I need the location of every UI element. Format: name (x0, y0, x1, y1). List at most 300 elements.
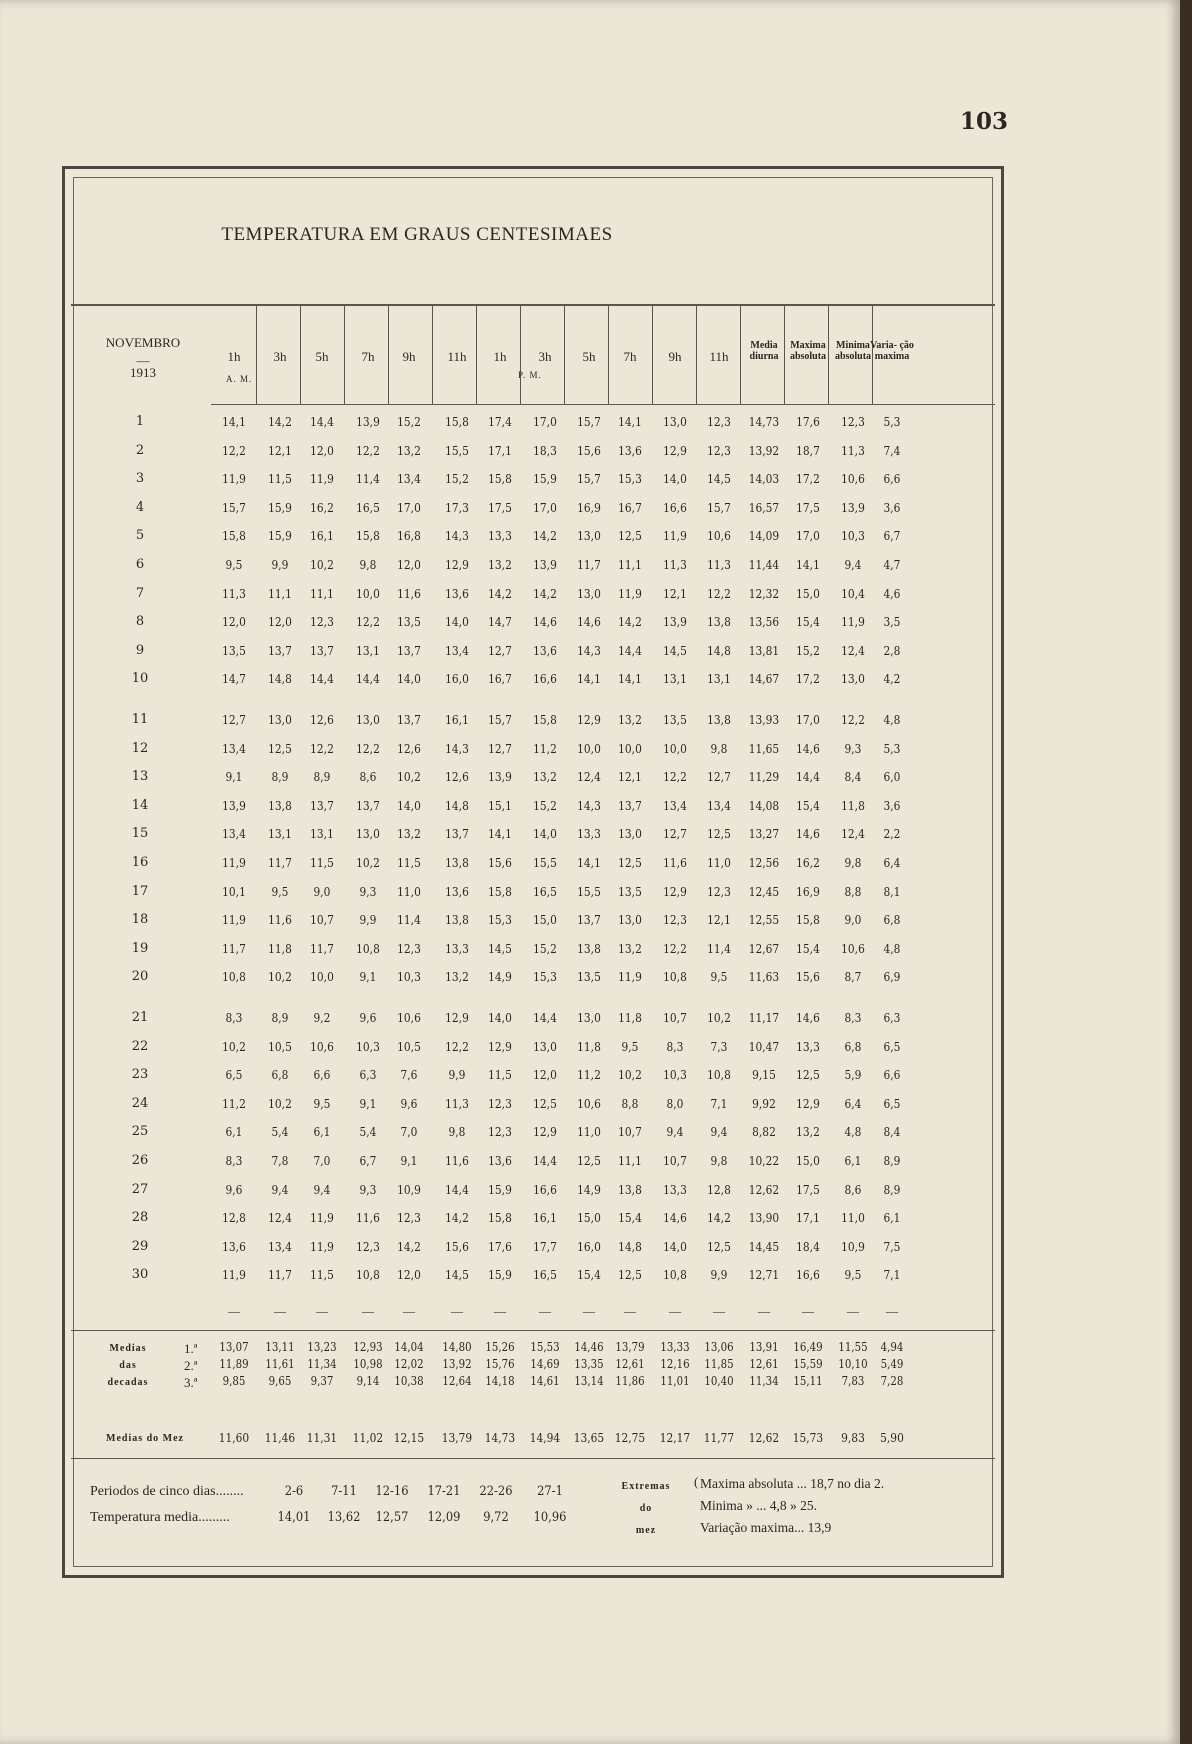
table-cell: 15,4 (796, 940, 820, 956)
decade-mean-cell: 5,49 (880, 1357, 904, 1371)
table-cell: 10,8 (356, 1267, 380, 1283)
period-range: 17-21 (427, 1484, 461, 1499)
decade-mean-cell: 11,34 (749, 1374, 779, 1388)
day-number: 21 (131, 1010, 149, 1025)
table-cell: 15,4 (796, 797, 820, 813)
table-cell: 13,0 (618, 912, 642, 928)
period-mean-temperature: 12,09 (427, 1510, 461, 1525)
table-cell: 8,3 (844, 1010, 862, 1025)
decade-mean-cell: 13,35 (574, 1357, 604, 1371)
stat-header: Media diurna (749, 340, 779, 362)
decade-mean-cell: 13,91 (749, 1340, 779, 1354)
table-cell: 11,4 (397, 912, 421, 928)
table-cell: 6,3 (883, 1010, 901, 1025)
table-cell: 15,4 (796, 614, 820, 630)
table-cell: 6,5 (883, 1038, 901, 1054)
table-cell: 13,8 (707, 712, 731, 727)
table-cell: 3,6 (883, 499, 901, 515)
table-cell: 14,5 (488, 940, 512, 956)
table-cell: 11,63 (748, 969, 780, 985)
table-cell: 9,1 (400, 1153, 418, 1168)
table-cell: 13,2 (796, 1124, 820, 1140)
decade-mean-cell: 11,55 (838, 1340, 868, 1354)
table-cell: 11,2 (577, 1067, 601, 1083)
table-cell: 9,8 (448, 1124, 466, 1140)
table-cell: 10,0 (356, 585, 380, 601)
table-cell: 13,0 (577, 1010, 601, 1025)
table-cell: 13,5 (222, 642, 246, 658)
table-cell: 12,3 (397, 1210, 421, 1226)
table-cell: 14,2 (397, 1238, 421, 1254)
table-cell: 14,0 (663, 1238, 687, 1254)
column-divider (652, 304, 653, 404)
table-cell: 7,1 (710, 1095, 728, 1111)
table-cell: 12,8 (707, 1181, 731, 1197)
day-number: 5 (135, 528, 145, 544)
table-cell: 14,5 (707, 471, 731, 487)
table-cell: 9,8 (359, 557, 377, 572)
column-divider (520, 304, 521, 404)
decade-mean-cell: 14,46 (574, 1340, 604, 1354)
table-cell: 14,1 (577, 671, 601, 687)
column-divider (300, 304, 301, 404)
table-cell: 13,3 (796, 1038, 820, 1054)
table-cell: 17,1 (796, 1210, 820, 1226)
day-number: 11 (131, 712, 149, 727)
table-cell: 11,9 (663, 528, 687, 544)
table-cell: 14,08 (748, 797, 780, 813)
table-cell: 14,4 (310, 671, 334, 687)
decade-mean-cell: 16,49 (793, 1340, 823, 1354)
decade-mean-cell: 13,06 (704, 1340, 734, 1354)
table-cell: 12,7 (222, 712, 246, 727)
table-cell: 13,6 (445, 883, 469, 899)
table-cell: 13,81 (748, 642, 780, 658)
table-cell: 16,1 (533, 1210, 557, 1226)
table-cell: 13,1 (268, 826, 292, 842)
decade-mean-cell: 13,23 (307, 1340, 337, 1354)
table-cell: 15,0 (577, 1210, 601, 1226)
table-cell: 13,0 (356, 826, 380, 842)
table-cell: 12,2 (310, 740, 334, 756)
table-cell: 16,6 (663, 499, 687, 515)
table-cell: 4,6 (883, 585, 901, 601)
table-cell: 12,5 (618, 1267, 642, 1283)
table-cell: 9,4 (710, 1124, 728, 1140)
column-end-dash: — (494, 1304, 506, 1318)
decade-mean-cell: 12,16 (660, 1357, 690, 1371)
table-cell: 6,6 (883, 1067, 901, 1083)
table-cell: 13,0 (663, 414, 687, 429)
table-cell: 10,5 (268, 1038, 292, 1054)
table-cell: 11,5 (397, 855, 421, 870)
table-cell: 14,6 (577, 614, 601, 630)
day-number: 24 (131, 1095, 149, 1111)
table-cell: 15,8 (488, 471, 512, 487)
day-number: 6 (135, 557, 145, 572)
decade-mean-cell: 9,85 (222, 1374, 246, 1388)
month-mean-cell: 12,62 (748, 1430, 780, 1445)
decade-mean-cell: 14,04 (394, 1340, 424, 1354)
table-cell: 12,1 (618, 769, 642, 785)
table-cell: 14,4 (618, 642, 642, 658)
table-cell: 13,5 (663, 712, 687, 727)
month-label: NOVEMBRO (105, 335, 181, 350)
table-cell: 15,8 (533, 712, 557, 727)
table-cell: 11,7 (222, 940, 246, 956)
table-cell: 12,9 (796, 1095, 820, 1111)
table-cell: 8,0 (666, 1095, 684, 1111)
decade-mean-cell: 15,76 (485, 1357, 515, 1371)
table-cell: 13,3 (577, 826, 601, 842)
table-cell: 11,5 (310, 855, 334, 870)
table-cell: 10,2 (222, 1038, 246, 1054)
decade-mean-cell: 12,64 (442, 1374, 472, 1388)
table-cell: 8,9 (883, 1181, 901, 1197)
table-cell: 15,4 (618, 1210, 642, 1226)
table-cell: 13,8 (445, 912, 469, 928)
table-cell: 10,0 (618, 740, 642, 756)
table-cell: 16,5 (356, 499, 380, 515)
table-cell: 14,9 (488, 969, 512, 985)
table-cell: 17,5 (488, 499, 512, 515)
table-cell: 6,5 (883, 1095, 901, 1111)
table-cell: 13,0 (577, 528, 601, 544)
table-cell: 12,71 (748, 1267, 780, 1283)
table-cell: 14,2 (488, 585, 512, 601)
decade-brace-marks: 1.ª 2.ª 3.ª (184, 1341, 198, 1390)
table-cell: 10,0 (577, 740, 601, 756)
table-cell: 11,9 (310, 471, 334, 487)
month-mean-cell: 9,83 (841, 1430, 865, 1445)
table-cell: 11,1 (618, 557, 642, 572)
column-end-dash: — (886, 1304, 898, 1318)
decade-mean-cell: 14,69 (530, 1357, 560, 1371)
table-cell: 11,6 (268, 912, 292, 928)
table-cell: 12,9 (488, 1038, 512, 1054)
table-cell: 13,9 (841, 499, 865, 515)
table-cell: 11,1 (268, 585, 292, 601)
decade-mean-cell: 13,92 (442, 1357, 472, 1371)
table-cell: 3,5 (883, 614, 901, 630)
table-cell: 9,6 (225, 1181, 243, 1197)
table-cell: 12,1 (663, 585, 687, 601)
stat-header: Maxima absoluta (789, 340, 827, 362)
table-cell: 11,0 (841, 1210, 865, 1226)
table-cell: 13,5 (397, 614, 421, 630)
table-cell: 13,92 (748, 442, 780, 458)
table-cell: 12,7 (707, 769, 731, 785)
table-cell: 2,2 (883, 826, 901, 842)
day-number: 29 (131, 1238, 149, 1254)
table-cell: 5,3 (883, 740, 901, 756)
hour-header: 9h (668, 349, 682, 364)
table-cell: 11,7 (577, 557, 601, 572)
table-cell: 13,2 (533, 769, 557, 785)
table-cell: 14,6 (796, 1010, 820, 1025)
table-cell: 11,9 (841, 614, 865, 630)
day-number: 2 (135, 442, 145, 458)
table-cell: 7,1 (883, 1267, 901, 1283)
table-cell: 12,1 (707, 912, 731, 928)
table-cell: 14,2 (268, 414, 292, 429)
table-cell: 10,7 (618, 1124, 642, 1140)
table-cell: 14,4 (356, 671, 380, 687)
table-cell: 4,8 (844, 1124, 862, 1140)
column-end-dash: — (228, 1304, 240, 1318)
table-cell: 15,8 (488, 1210, 512, 1226)
extremes-brace: ( (694, 1474, 699, 1489)
header-bottom-rule (211, 404, 995, 405)
table-cell: 12,2 (445, 1038, 469, 1054)
table-cell: 13,8 (268, 797, 292, 813)
day-number: 22 (131, 1038, 149, 1054)
column-divider (432, 304, 433, 404)
table-cell: 11,8 (618, 1010, 642, 1025)
table-cell: 16,1 (310, 528, 334, 544)
table-cell: 14,09 (748, 528, 780, 544)
table-cell: 9,0 (844, 912, 862, 928)
table-cell: 17,1 (488, 442, 512, 458)
table-cell: 12,5 (618, 528, 642, 544)
table-cell: 13,2 (618, 712, 642, 727)
hour-header: 5h (315, 349, 329, 364)
table-cell: 9,8 (710, 740, 728, 756)
table-cell: 14,7 (488, 614, 512, 630)
hour-header: 11h (709, 349, 729, 364)
table-cell: 8,6 (359, 769, 377, 785)
table-cell: 6,3 (359, 1067, 377, 1083)
table-cell: 10,6 (310, 1038, 334, 1054)
decade-mean-cell: 7,28 (880, 1374, 904, 1388)
table-cell: 15,2 (533, 797, 557, 813)
period-mean-temperature: 10,96 (533, 1510, 567, 1525)
footer-rule (71, 1458, 995, 1459)
table-cell: 12,2 (707, 585, 731, 601)
table-cell: 14,0 (663, 471, 687, 487)
table-cell: 17,0 (796, 712, 820, 727)
table-cell: 17,5 (796, 499, 820, 515)
table-cell: 11,7 (310, 940, 334, 956)
table-cell: 4,8 (883, 940, 901, 956)
extremes-label: Extremas do mez (621, 1481, 671, 1536)
table-cell: 12,5 (533, 1095, 557, 1111)
decade-mean-cell: 13,79 (615, 1340, 645, 1354)
hour-header: 5h (582, 349, 596, 364)
table-cell: 4,8 (883, 712, 901, 727)
day-number: 13 (131, 769, 149, 785)
table-cell: 11,9 (618, 585, 642, 601)
decade-mean-cell: 11,61 (265, 1357, 295, 1371)
table-cell: 6,4 (844, 1095, 862, 1111)
table-cell: 13,5 (577, 969, 601, 985)
table-cell: 12,67 (748, 940, 780, 956)
table-cell: 13,0 (533, 1038, 557, 1054)
table-cell: 10,22 (748, 1153, 780, 1168)
table-cell: 11,0 (707, 855, 731, 870)
header-top-rule (71, 304, 995, 306)
month-mean-cell: 11,02 (352, 1430, 384, 1445)
table-cell: 6,1 (883, 1210, 901, 1226)
month-mean-cell: 13,65 (573, 1430, 605, 1445)
decade-mean-cell: 12,61 (615, 1357, 645, 1371)
column-end-dash: — (539, 1304, 551, 1318)
table-cell: 8,7 (844, 969, 862, 985)
table-cell: 13,8 (618, 1181, 642, 1197)
table-cell: 15,3 (488, 912, 512, 928)
table-cell: 11,6 (397, 585, 421, 601)
day-number: 1 (135, 414, 145, 429)
month-mean-cell: 12,75 (614, 1430, 646, 1445)
table-cell: 11,2 (222, 1095, 246, 1111)
table-cell: 9,6 (359, 1010, 377, 1025)
table-cell: 11,6 (663, 855, 687, 870)
table-cell: 11,44 (748, 557, 780, 572)
table-cell: 9,5 (844, 1267, 862, 1283)
hour-header: 7h (623, 349, 637, 364)
month-mean-cell: 5,90 (880, 1430, 904, 1445)
table-cell: 12,9 (445, 557, 469, 572)
table-cell: 17,7 (533, 1238, 557, 1254)
day-number: 15 (131, 826, 149, 842)
decade-mean-cell: 13,33 (660, 1340, 690, 1354)
table-cell: 9,5 (621, 1038, 639, 1054)
pm-label: P. M. (518, 370, 542, 380)
table-cell: 14,5 (445, 1267, 469, 1283)
period-mean-temperature: 13,62 (327, 1510, 361, 1525)
column-divider (344, 304, 345, 404)
table-cell: 5,4 (271, 1124, 289, 1140)
table-cell: 7,5 (883, 1238, 901, 1254)
decade-mean-cell: 10,38 (394, 1374, 424, 1388)
table-cell: 12,0 (268, 614, 292, 630)
period-mean-temperature: 14,01 (277, 1510, 311, 1525)
table-cell: 14,6 (796, 740, 820, 756)
decade-mean-cell: 13,11 (265, 1340, 295, 1354)
table-cell: 14,2 (618, 614, 642, 630)
table-cell: 10,8 (222, 969, 246, 985)
table-cell: 8,1 (883, 883, 901, 899)
periods-label: Periodos de cinco dias........ (90, 1484, 244, 1499)
decade-mean-cell: 11,34 (307, 1357, 337, 1371)
table-cell: 13,6 (488, 1153, 512, 1168)
table-cell: 15,9 (533, 471, 557, 487)
period-range: 2-6 (284, 1484, 304, 1499)
table-cell: 13,6 (222, 1238, 246, 1254)
table-cell: 12,9 (533, 1124, 557, 1140)
table-cell: 12,56 (748, 855, 780, 870)
table-cell: 14,4 (445, 1181, 469, 1197)
table-cell: 9,8 (844, 855, 862, 870)
table-cell: 10,0 (663, 740, 687, 756)
table-cell: 14,9 (577, 1181, 601, 1197)
table-cell: 11,6 (356, 1210, 380, 1226)
table-cell: 14,3 (577, 642, 601, 658)
table-cell: 10,47 (748, 1038, 780, 1054)
table-cell: 11,3 (707, 557, 731, 572)
table-cell: 17,5 (796, 1181, 820, 1197)
table-cell: 15,2 (533, 940, 557, 956)
period-range: 22-26 (479, 1484, 513, 1499)
table-cell: 12,3 (488, 1095, 512, 1111)
table-cell: 6,8 (844, 1038, 862, 1054)
hour-header: 7h (361, 349, 375, 364)
table-cell: 13,1 (356, 642, 380, 658)
table-cell: 9,8 (710, 1153, 728, 1168)
table-cell: 16,6 (533, 671, 557, 687)
table-cell: 11,4 (356, 471, 380, 487)
day-number: 16 (131, 855, 149, 870)
month-mean-cell: 12,15 (393, 1430, 425, 1445)
table-cell: 4,2 (883, 671, 901, 687)
column-end-dash: — (847, 1304, 859, 1318)
table-cell: 14,0 (445, 614, 469, 630)
table-cell: 12,3 (356, 1238, 380, 1254)
table-cell: 15,8 (445, 414, 469, 429)
table-cell: 9,1 (359, 1095, 377, 1111)
table-cell: 6,8 (271, 1067, 289, 1083)
table-cell: 14,67 (748, 671, 780, 687)
page-number: 103 (960, 108, 1009, 135)
table-cell: 12,4 (577, 769, 601, 785)
day-number: 8 (135, 614, 145, 630)
table-cell: 5,4 (359, 1124, 377, 1140)
table-cell: 15,9 (488, 1181, 512, 1197)
table-cell: 6,8 (883, 912, 901, 928)
table-cell: 14,1 (577, 855, 601, 870)
table-cell: 17,0 (533, 499, 557, 515)
table-cell: 10,3 (356, 1038, 380, 1054)
table-cell: 13,8 (445, 855, 469, 870)
table-cell: 13,2 (397, 442, 421, 458)
table-cell: 12,7 (488, 642, 512, 658)
decade-mean-cell: 15,53 (530, 1340, 560, 1354)
table-cell: 9,3 (359, 1181, 377, 1197)
table-cell: 16,6 (796, 1267, 820, 1283)
table-cell: 8,82 (752, 1124, 776, 1140)
table-cell: 12,2 (663, 769, 687, 785)
table-cell: 10,3 (663, 1067, 687, 1083)
table-cell: 11,7 (268, 1267, 292, 1283)
table-cell: 9,9 (359, 912, 377, 928)
table-cell: 12,6 (397, 740, 421, 756)
decade-mean-cell: 11,86 (615, 1374, 645, 1388)
table-cell: 18,7 (796, 442, 820, 458)
table-cell: 9,9 (271, 557, 289, 572)
table-cell: 13,0 (356, 712, 380, 727)
table-cell: 11,65 (748, 740, 780, 756)
table-cell: 12,3 (841, 414, 865, 429)
table-cell: 14,2 (533, 585, 557, 601)
decade-mean-cell: 12,93 (353, 1340, 383, 1354)
table-cell: 14,1 (222, 414, 246, 429)
table-cell: 10,5 (397, 1038, 421, 1054)
table-cell: 9,9 (710, 1267, 728, 1283)
table-cell: 14,0 (397, 797, 421, 813)
table-cell: 12,5 (707, 826, 731, 842)
day-number: 17 (131, 883, 149, 899)
table-cell: 12,1 (268, 442, 292, 458)
table-cell: 16,57 (748, 499, 780, 515)
decade-mean-cell: 9,65 (268, 1374, 292, 1388)
table-cell: 14,8 (445, 797, 469, 813)
table-cell: 15,4 (577, 1267, 601, 1283)
table-cell: 2,8 (883, 642, 901, 658)
table-cell: 11,9 (222, 471, 246, 487)
month-mean-cell: 15,73 (792, 1430, 824, 1445)
table-cell: 13,4 (268, 1238, 292, 1254)
period-range: 12-16 (375, 1484, 409, 1499)
